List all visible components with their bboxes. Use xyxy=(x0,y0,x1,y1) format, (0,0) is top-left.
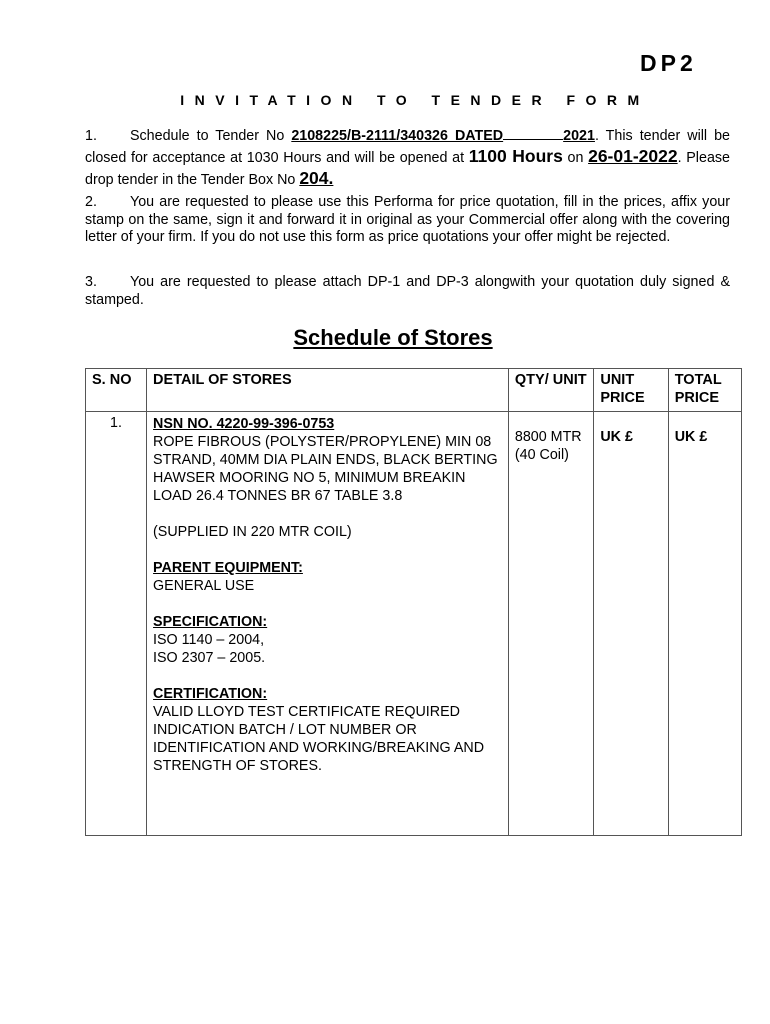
paragraph-2 xyxy=(85,194,730,247)
column-header-detail: DETAIL OF STORES xyxy=(147,369,509,412)
item-quantity: 8800 MTR xyxy=(514,429,582,445)
certification-value: VALID LLOYD TEST CERTIFICATE REQUIRED INDICATION BATCH / LOT NUMBER OR IDENTIFICATION AND WORKING/BREAKING AND STRENGTH OF STORES. xyxy=(153,704,485,774)
paragraph-text: Schedule to Tender No xyxy=(130,128,292,144)
certification-label: CERTIFICATION: xyxy=(153,686,268,702)
total-price-field[interactable]: UK £ xyxy=(668,412,741,836)
paragraph-number: 3. xyxy=(85,274,97,290)
opening-date: 26-01-2022 xyxy=(588,146,678,166)
paragraph-text: . Please drop tender in the Tender Box No xyxy=(85,150,730,188)
paragraph-1 xyxy=(85,126,730,190)
paragraph-text: on xyxy=(562,150,589,166)
item-quantity-note: (40 Coil) xyxy=(514,447,569,463)
paragraph-3 xyxy=(85,274,730,309)
item-qty-cell xyxy=(508,412,593,836)
column-header-total-price: TOTAL PRICE xyxy=(668,369,741,412)
paragraph-text: You are requested to please attach DP-1 and DP-3 alongwith your quotation duly signed & stamped. xyxy=(85,274,730,308)
paragraph-number: 2. xyxy=(85,194,97,210)
item-description: ROPE FIBROUS (POLYSTER/PROPYLENE) MIN 08 STRAND, 40MM DIA PLAIN ENDS, BLACK BERTING HAWSER MOORING NO 5, MINIMUM BREAKIN LOAD 26.4 TONNES BR 67 TABLE 3.8 xyxy=(153,434,498,504)
table-header-row xyxy=(86,369,742,412)
column-header-qty: QTY/ UNIT xyxy=(508,369,593,412)
stores-table xyxy=(85,368,742,836)
parent-equipment-label: PARENT EQUIPMENT: xyxy=(153,560,303,576)
tender-year: 2021 xyxy=(563,128,595,144)
date-blank xyxy=(503,127,563,140)
paragraph-text: . This tender will be closed for acceptance at 1030 Hours and will be opened at xyxy=(85,128,731,166)
form-title: INVITATION TO TENDER FORM xyxy=(180,92,650,108)
paragraph-number: 1. xyxy=(85,128,97,144)
column-header-sno: S. NO xyxy=(86,369,147,412)
paragraph-text: You are requested to please use this Performa for price quotation, fill in the prices, affix your stamp on the same, sign it and forward it in original as your Commercial offer along with the covering letter of your firm. If you do not use this form as price quotations your offer might be rejected. xyxy=(85,194,730,246)
document-code: DP2 xyxy=(640,50,697,76)
item-detail-cell xyxy=(147,412,509,836)
specification-line: ISO 1140 – 2004, xyxy=(153,632,265,648)
column-header-unit-price: UNIT PRICE xyxy=(594,369,668,412)
nsn-number: NSN NO. 4220-99-396-0753 xyxy=(153,416,335,432)
tender-number: 2108225/B-2111/340326 DATED xyxy=(291,128,504,144)
unit-price-field[interactable]: UK £ xyxy=(594,412,668,836)
schedule-heading: Schedule of Stores xyxy=(293,325,493,350)
specification-label: SPECIFICATION: xyxy=(153,614,268,630)
parent-equipment-value: GENERAL USE xyxy=(153,578,255,594)
opening-time: 1100 Hours xyxy=(468,146,563,166)
tender-box-number: 204. xyxy=(299,168,334,188)
item-sno: 1. xyxy=(86,412,147,836)
table-row xyxy=(86,412,742,836)
specification-line: ISO 2307 – 2005. xyxy=(153,650,266,666)
supply-note: (SUPPLIED IN 220 MTR COIL) xyxy=(153,524,352,540)
